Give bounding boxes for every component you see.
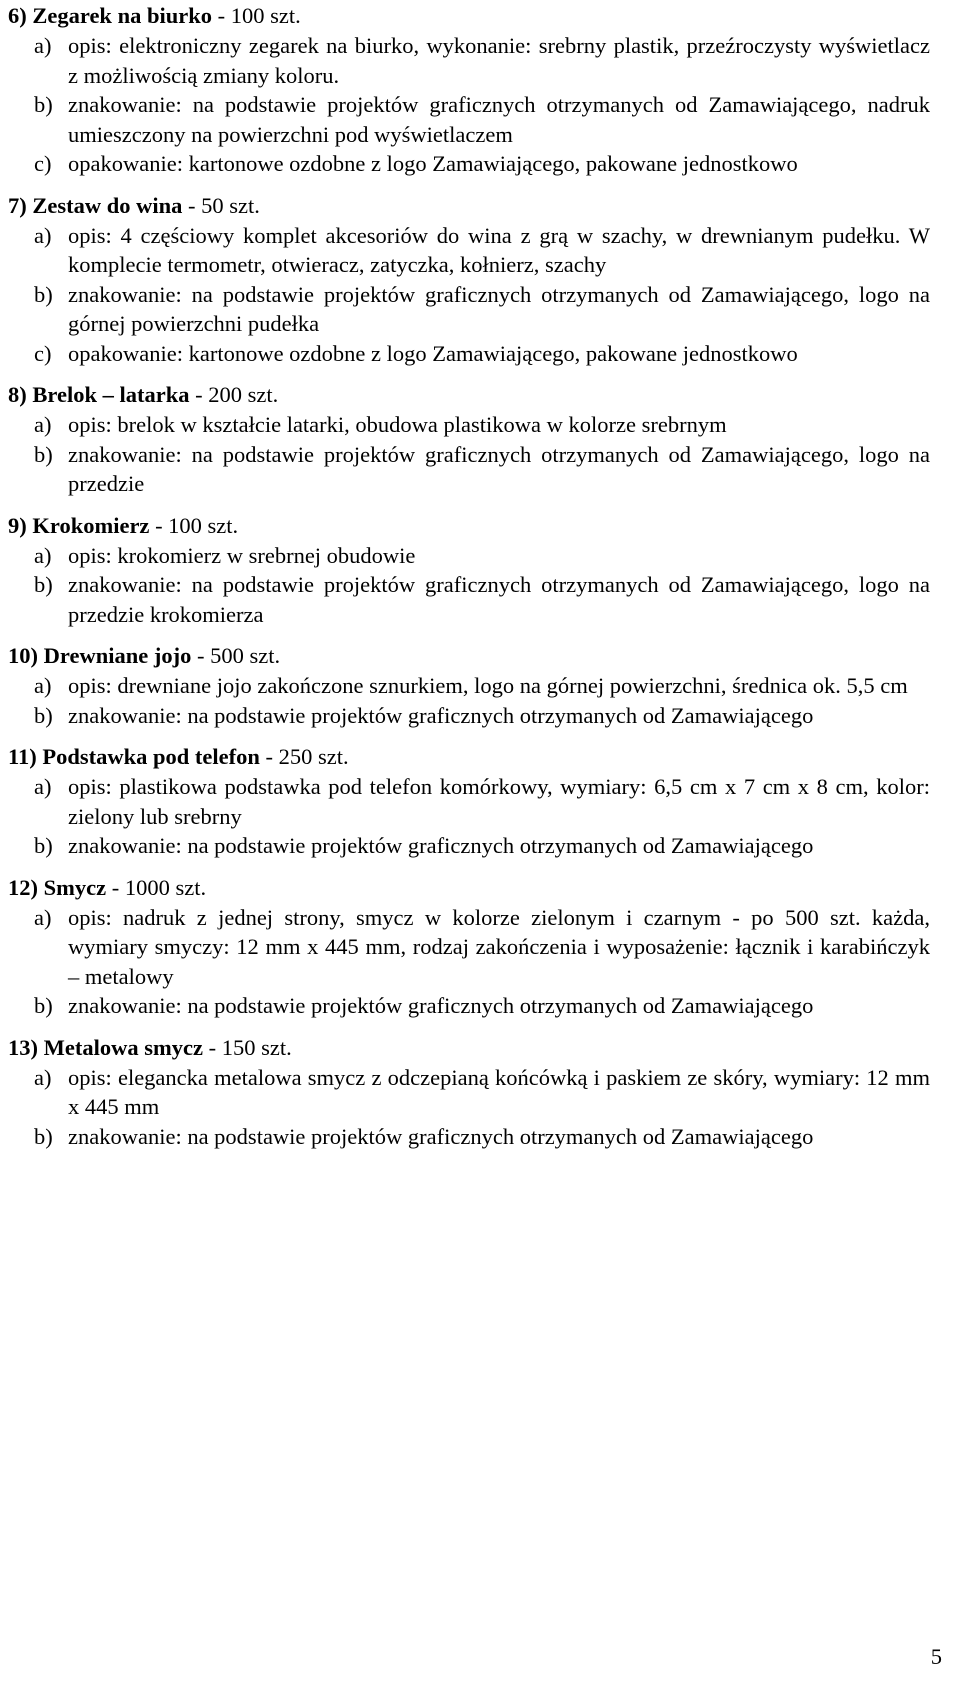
subpoint-letter: a) (34, 1064, 52, 1090)
subpoint-text: opakowanie: kartonowe ozdobne z logo Zamawiającego, pakowane jednostkowo (68, 151, 798, 176)
item-quantity: - 150 szt. (202, 1034, 292, 1060)
item-heading (8, 741, 930, 772)
item-heading (8, 510, 930, 541)
subpoint-text: opis: elektroniczny zegarek na biurko, wykonanie: srebrny plastik, przeźroczysty wyświetlacz z możliwością zmiany koloru. (68, 33, 930, 88)
item-heading (8, 640, 930, 671)
item-name: Drewniane jojo (43, 643, 192, 668)
item-heading (8, 0, 930, 31)
subpoint-letter: c) (34, 340, 52, 366)
item-subpoint (8, 440, 930, 499)
subpoint-text: znakowanie: na podstawie projektów graficznych otrzymanych od Zamawiającego (68, 993, 814, 1018)
list-item (8, 190, 930, 369)
subpoint-letter: a) (34, 673, 52, 698)
item-subpoint (8, 410, 930, 440)
subpoint-text: opis: krokomierz w srebrnej obudowie (68, 542, 416, 568)
subpoint-text: znakowanie: na podstawie projektów graficznych otrzymanych od Zamawiającego, logo na przedzie krokomierza (68, 572, 930, 627)
item-quantity: - 250 szt. (259, 744, 349, 769)
item-quantity: - 50 szt. (182, 192, 260, 218)
subpoint-text: znakowanie: na podstawie projektów graficznych otrzymanych od Zamawiającego (68, 833, 814, 858)
subpoint-letter: b) (34, 833, 53, 858)
item-name: Podstawka pod telefon (42, 744, 260, 769)
page-number: 5 (930, 1644, 942, 1669)
item-quantity: - 500 szt. (191, 643, 281, 668)
item-subpoint (8, 772, 930, 831)
subpoint-letter: b) (34, 993, 53, 1018)
item-number: 10) (8, 643, 38, 668)
document-body (8, 0, 930, 1162)
subpoint-text: opis: brelok w kształcie latarki, obudowa plastikowa w kolorze srebrnym (68, 412, 727, 437)
subpoint-text: opis: 4 częściowy komplet akcesoriów do wina z grą w szachy, w drewnianym pudełku. W komplecie termometr, otwieracz, zatyczka, kołnierz, szachy (68, 222, 930, 277)
item-subpoint (8, 1063, 930, 1122)
item-heading (8, 872, 930, 903)
item-subpoint (8, 31, 930, 90)
subpoint-text: znakowanie: na podstawie projektów graficznych otrzymanych od Zamawiającego (68, 1123, 814, 1149)
item-subpoint (8, 671, 930, 701)
item-subpoint (8, 541, 930, 571)
item-subpoint (8, 570, 930, 629)
item-subpoint (8, 221, 930, 280)
subpoint-letter: b) (34, 441, 53, 467)
item-heading (8, 190, 930, 221)
subpoint-letter: a) (34, 542, 52, 568)
item-quantity: - 1000 szt. (106, 874, 207, 900)
item-heading (8, 1032, 930, 1063)
list-item (8, 1032, 930, 1152)
subpoint-letter: b) (34, 92, 53, 117)
subpoint-text: znakowanie: na podstawie projektów graficznych otrzymanych od Zamawiającego (68, 702, 814, 728)
item-subpoint (8, 339, 930, 369)
subpoint-text: znakowanie: na podstawie projektów graficznych otrzymanych od Zamawiającego, logo na górnej powierzchni pudełka (68, 281, 930, 336)
item-name: Smycz (43, 874, 107, 900)
item-number: 8) (8, 382, 27, 407)
subpoint-letter: a) (34, 774, 52, 799)
subpoint-letter: c) (34, 151, 52, 176)
item-subpoint (8, 90, 930, 149)
subpoint-letter: b) (34, 702, 53, 728)
item-number: 11) (8, 744, 37, 769)
item-name: Brelok – latarka (32, 382, 190, 407)
subpoint-letter: a) (34, 412, 52, 437)
subpoint-letter: b) (34, 1123, 53, 1149)
subpoint-text: znakowanie: na podstawie projektów graficznych otrzymanych od Zamawiającego, logo na przedzie (68, 441, 930, 496)
item-subpoint (8, 991, 930, 1021)
item-subpoint (8, 831, 930, 861)
item-number: 9) (8, 512, 27, 538)
subpoint-letter: b) (34, 281, 53, 307)
item-heading (8, 379, 930, 410)
subpoint-letter: a) (34, 222, 52, 248)
subpoint-text: opis: plastikowa podstawka pod telefon komórkowy, wymiary: 6,5 cm x 7 cm x 8 cm, kolor: zielony lub srebrny (68, 774, 930, 829)
list-item (8, 510, 930, 630)
subpoint-letter: b) (34, 572, 53, 597)
item-number: 6) (8, 3, 27, 28)
subpoint-letter: a) (34, 904, 52, 930)
item-number: 7) (8, 192, 27, 218)
item-name: Zegarek na biurko (32, 3, 212, 28)
item-quantity: - 100 szt. (212, 3, 301, 28)
item-number: 12) (8, 874, 38, 900)
list-item (8, 379, 930, 499)
item-subpoint (8, 280, 930, 339)
item-number: 13) (8, 1034, 38, 1060)
subpoint-text: znakowanie: na podstawie projektów graficznych otrzymanych od Zamawiającego, nadruk umieszczony na powierzchni pod wyświetlaczem (68, 92, 930, 147)
item-subpoint (8, 903, 930, 992)
subpoint-text: opakowanie: kartonowe ozdobne z logo Zamawiającego, pakowane jednostkowo (68, 340, 798, 366)
item-name: Zestaw do wina (32, 192, 183, 218)
item-name: Krokomierz (32, 512, 150, 538)
item-subpoint (8, 1122, 930, 1152)
subpoint-letter: a) (34, 33, 52, 58)
list-item (8, 741, 930, 861)
list-item (8, 872, 930, 1021)
item-subpoint (8, 149, 930, 179)
item-name: Metalowa smycz (43, 1034, 203, 1060)
subpoint-text: opis: elegancka metalowa smycz z odczepianą końcówką i paskiem ze skóry, wymiary: 12 mm x 445 mm (68, 1064, 930, 1119)
subpoint-text: opis: drewniane jojo zakończone sznurkiem, logo na górnej powierzchni, średnica ok. 5,5 cm (68, 673, 908, 698)
item-subpoint (8, 701, 930, 731)
subpoint-text: opis: nadruk z jednej strony, smycz w kolorze zielonym i czarnym - po 500 szt. każda, wymiary smyczy: 12 mm x 445 mm, rodzaj zakończenia i wyposażenie: łącznik i karabińczyk – metalowy (68, 904, 930, 989)
list-item (8, 0, 930, 179)
item-quantity: - 100 szt. (149, 512, 239, 538)
list-item (8, 640, 930, 730)
item-quantity: - 200 szt. (189, 382, 279, 407)
